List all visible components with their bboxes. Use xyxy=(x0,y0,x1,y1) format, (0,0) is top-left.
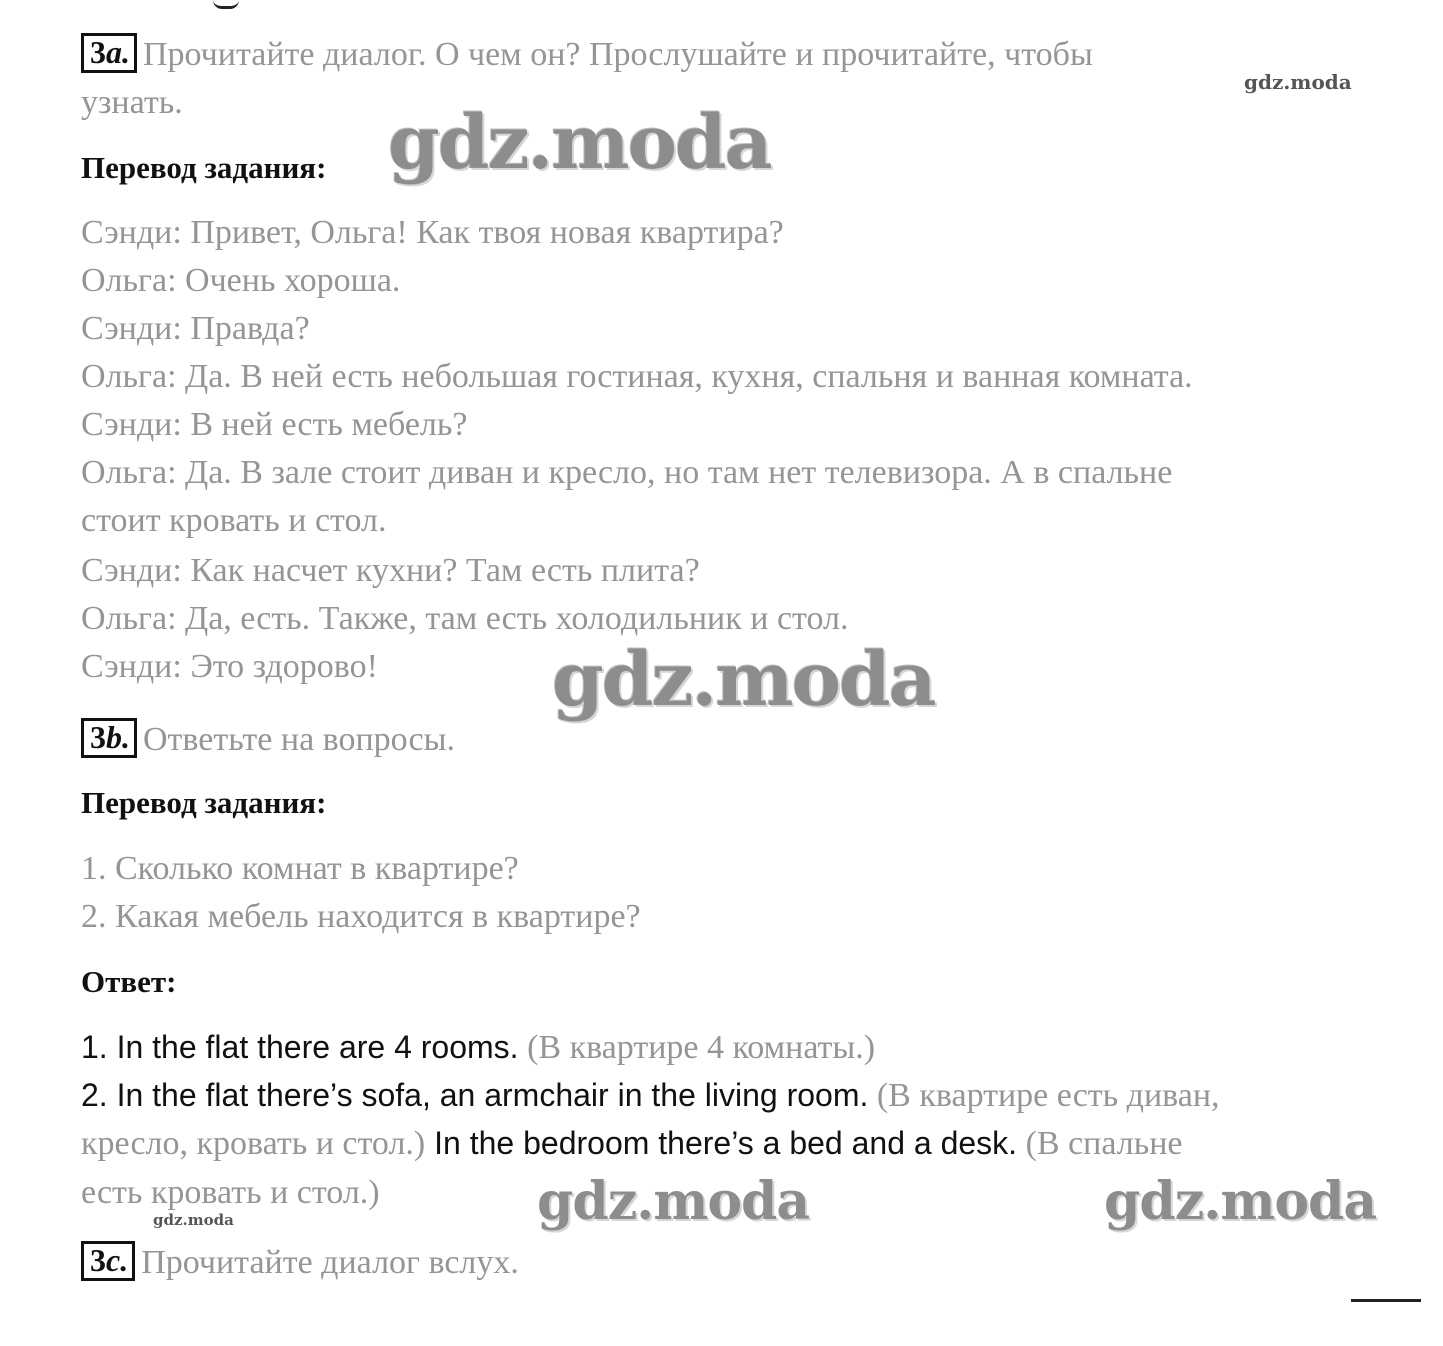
question-2: 2. Какая мебель находится в квартире? xyxy=(81,898,641,935)
answer-2-ru: (В квартире есть диван, xyxy=(868,1077,1220,1114)
dialogue-line: Ольга: Да. В ней есть небольшая гостиная, кухня, спальня и ванная комната. xyxy=(81,358,1193,395)
answer-1-en: 1. In the flat there are 4 rooms. xyxy=(81,1029,519,1065)
answer-heading: Ответ: xyxy=(81,964,177,999)
watermark-small-top: gdz.moda xyxy=(1244,70,1352,94)
answer-2 xyxy=(81,1075,1220,1116)
cropped-glyph xyxy=(213,0,239,9)
answer-1-ru: (В квартире 4 комнаты.) xyxy=(518,1029,876,1066)
task-3c-badge: 3c. xyxy=(81,1241,135,1281)
dialogue-line: Сэнди: В ней есть мебель? xyxy=(81,406,468,443)
question-1: 1. Сколько комнат в квартире? xyxy=(81,850,519,887)
watermark-medium-1: gdz.moda xyxy=(537,1171,810,1232)
watermark-tiny: gdz.moda xyxy=(153,1211,234,1229)
task-3c-instruction: 3c. Прочитайте диалог вслух. xyxy=(81,1241,519,1283)
answer-2-en-2: In the bedroom there’s a bed and a desk. xyxy=(425,1125,1018,1161)
task-3a-badge: 3a. xyxy=(81,33,137,73)
watermark-large-2: gdz.moda xyxy=(552,637,935,723)
translation-heading-2: Перевод задания: xyxy=(81,785,327,820)
task-3a-instruction-cont: узнать. xyxy=(81,84,183,121)
dialogue-line: Сэнди: Это здорово! xyxy=(81,648,378,685)
dialogue-line: Сэнди: Как насчет кухни? Там есть плита? xyxy=(81,552,700,589)
answer-2-ru-2: (В спальне xyxy=(1017,1125,1183,1162)
dialogue-line: стоит кровать и стол. xyxy=(81,502,387,539)
cropped-page-number xyxy=(1351,1283,1421,1302)
dialogue-line: Ольга: Очень хороша. xyxy=(81,262,401,299)
answer-2-cont-2: есть кровать и стол.) xyxy=(81,1174,380,1211)
answer-1 xyxy=(81,1027,875,1068)
dialogue-line: Сэнди: Привет, Ольга! Как твоя новая квартира? xyxy=(81,214,784,251)
dialogue-line: Сэнди: Правда? xyxy=(81,310,310,347)
watermark-medium-2: gdz.moda xyxy=(1104,1171,1377,1232)
translation-heading-1: Перевод задания: xyxy=(81,150,327,185)
answer-2-en: 2. In the flat there’s sofa, an armchair in the living room. xyxy=(81,1077,869,1113)
dialogue-line: Ольга: Да, есть. Также, там есть холодильник и стол. xyxy=(81,600,849,637)
answer-2-cont xyxy=(81,1123,1183,1164)
watermark-large-1: gdz.moda xyxy=(388,100,771,186)
task-3a-instruction: 3a. Прочитайте диалог. О чем он? Прослушайте и прочитайте, чтобы xyxy=(81,33,1093,75)
answer-2-ru-cont: кресло, кровать и стол.) xyxy=(81,1125,426,1162)
task-3b-badge: 3b. xyxy=(81,718,137,758)
task-3b-instruction: 3b. Ответьте на вопросы. xyxy=(81,718,455,760)
dialogue-line: Ольга: Да. В зале стоит диван и кресло, но там нет телевизора. А в спальне xyxy=(81,454,1173,491)
